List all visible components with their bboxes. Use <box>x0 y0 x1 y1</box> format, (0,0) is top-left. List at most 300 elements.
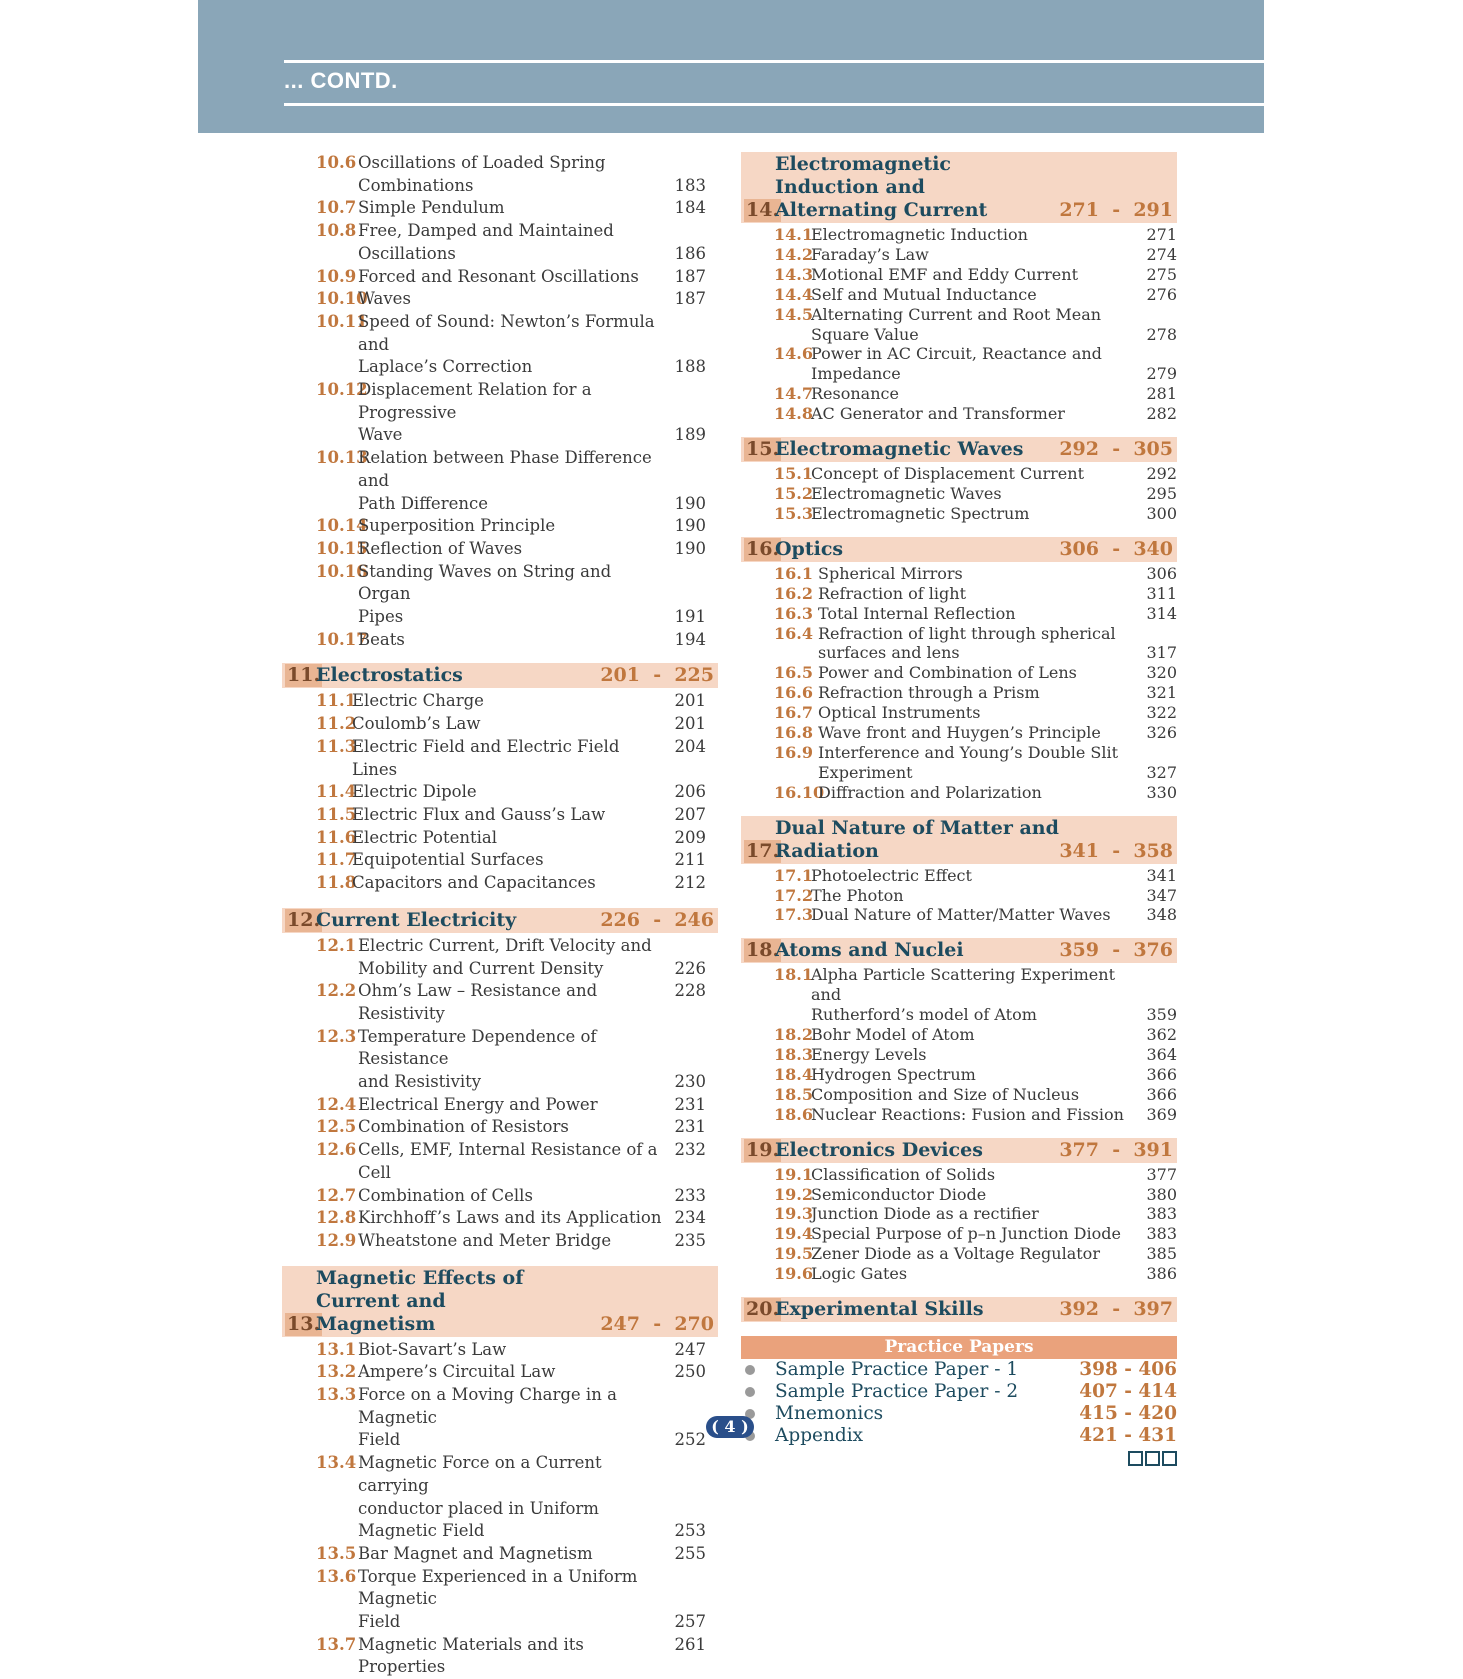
entry-number <box>774 1005 811 1025</box>
toc-entry[interactable] <box>282 1094 718 1117</box>
entry-number: 18.4 <box>774 1064 813 1084</box>
chapter-page-range: 359 - 376 <box>1059 939 1173 962</box>
toc-entry[interactable] <box>741 265 1177 285</box>
entry-title: Mobility and Current Density <box>358 958 604 978</box>
toc-entry[interactable] <box>741 1204 1177 1224</box>
entry-page: 311 <box>1146 583 1177 603</box>
toc-entry[interactable] <box>741 464 1177 484</box>
entry-title: The Photon <box>811 885 904 905</box>
chapter-number <box>741 839 780 863</box>
toc-entry[interactable] <box>282 1207 718 1230</box>
toc-entry[interactable] <box>741 905 1177 925</box>
entry-number: 11.2 <box>316 714 357 734</box>
entry-page: 348 <box>1146 905 1177 925</box>
toc-entry[interactable] <box>282 781 718 804</box>
page <box>198 0 1264 1677</box>
entry-title: Electric Charge <box>352 691 484 711</box>
toc-entry[interactable] <box>741 1045 1177 1065</box>
entry-number: 19.5 <box>774 1244 813 1264</box>
entry-title: Semiconductor Diode <box>811 1184 987 1204</box>
entry-number: 13.4 <box>316 1453 357 1473</box>
toc-entry[interactable] <box>741 1244 1177 1264</box>
chapter-header[interactable] <box>282 1266 718 1337</box>
toc-entry[interactable] <box>741 886 1177 906</box>
toc-entry[interactable] <box>282 356 718 379</box>
entry-title: surfaces and lens <box>818 643 960 663</box>
entry-title: Wave <box>358 425 403 445</box>
chapter-header[interactable] <box>741 1297 1177 1322</box>
chapter-header[interactable] <box>282 663 718 688</box>
entry-page: 321 <box>1146 683 1177 703</box>
chapter-title: Current Electricity <box>316 908 517 931</box>
entry-title: Electric Current, Drift Velocity and <box>358 935 652 955</box>
entry-number: 10.9 <box>316 266 357 286</box>
toc-entry[interactable] <box>741 743 1177 763</box>
entry-number: 10.12 <box>316 380 368 400</box>
entry-page: 187 <box>674 266 706 286</box>
toc-entry[interactable] <box>282 266 718 289</box>
chapter-header[interactable] <box>741 537 1177 562</box>
bullet-icon <box>745 1365 755 1375</box>
toc-entry[interactable] <box>282 288 718 311</box>
toc-entry[interactable] <box>282 1543 718 1566</box>
toc-entry[interactable] <box>741 643 1177 663</box>
toc-entry[interactable] <box>282 493 718 516</box>
chapter-page-range: 226 - 246 <box>600 908 714 931</box>
chapter-number-box: 18. <box>746 939 780 962</box>
entry-page: 282 <box>1146 404 1177 424</box>
entry-title: Coulomb’s Law <box>352 714 481 734</box>
entry-page: 274 <box>1146 244 1177 264</box>
entry-number: 14.2 <box>774 244 813 264</box>
entry-title: Cells, EMF, Internal Resistance of a Cell <box>358 1140 658 1182</box>
entry-title: Ampere’s Circuital Law <box>358 1362 556 1382</box>
entry-number: 16.9 <box>774 742 813 762</box>
toc-entry[interactable] <box>741 866 1177 886</box>
entry-number: 11.1 <box>316 691 357 711</box>
entry-title: Concept of Displacement Current <box>811 464 1084 484</box>
entry-page: 233 <box>674 1185 706 1205</box>
entry-page: 300 <box>1146 503 1177 523</box>
entry-title: Wheatstone and Meter Bridge <box>358 1230 612 1250</box>
toc-entry[interactable] <box>741 683 1177 703</box>
entry-number: 19.3 <box>774 1204 813 1224</box>
entry-number: 12.8 <box>316 1208 357 1228</box>
toc-entry[interactable] <box>282 1520 718 1543</box>
toc-entry[interactable] <box>741 384 1177 404</box>
entry-number <box>774 325 811 345</box>
entry-number: 12.2 <box>316 981 357 1001</box>
chapter-number-box: 12. <box>287 908 321 931</box>
entry-title: Logic Gates <box>811 1264 908 1284</box>
toc-entry[interactable] <box>741 1264 1177 1284</box>
entry-number: 15.1 <box>774 464 813 484</box>
toc-entry[interactable] <box>282 980 718 1025</box>
toc-entry[interactable] <box>282 1611 718 1634</box>
entry-page: 184 <box>674 198 706 218</box>
entry-page: 209 <box>674 827 706 847</box>
entry-page: 385 <box>1146 1244 1177 1264</box>
entry-number: 10.13 <box>316 448 368 468</box>
entry-number: 19.1 <box>774 1164 813 1184</box>
entry-number: 10.6 <box>316 153 357 172</box>
entry-title: Force on a Moving Charge in a Magnetic <box>358 1385 617 1427</box>
entry-number: 12.6 <box>316 1140 357 1160</box>
entry-page: 330 <box>1146 782 1177 802</box>
chapter-header[interactable] <box>741 152 1177 223</box>
entry-number: 11.8 <box>316 873 357 893</box>
toc-entry[interactable] <box>741 484 1177 504</box>
practice-paper-item[interactable] <box>741 1403 1177 1425</box>
entry-page <box>662 1026 718 1071</box>
entry-title: Forced and Resonant Oscillations <box>358 266 639 286</box>
entry-page: 190 <box>674 493 706 513</box>
toc-entry[interactable] <box>282 736 718 781</box>
toc-entry[interactable] <box>282 561 718 606</box>
toc-entry[interactable] <box>741 624 1177 644</box>
entry-number <box>316 1429 358 1452</box>
entry-number: 17.2 <box>774 885 813 905</box>
entry-number <box>316 958 358 981</box>
entry-page: 281 <box>1146 384 1177 404</box>
entry-number: 13.2 <box>316 1362 357 1382</box>
entry-number: 14.1 <box>774 225 813 244</box>
entry-page: 226 <box>674 958 706 978</box>
entry-page: 327 <box>1146 762 1177 782</box>
entry-page: 295 <box>1146 483 1177 503</box>
toc-entry[interactable] <box>741 1165 1177 1185</box>
toc-entry[interactable] <box>741 1065 1177 1085</box>
toc-entry[interactable] <box>282 958 718 981</box>
practice-paper-item[interactable] <box>741 1359 1177 1381</box>
entry-page: 201 <box>674 714 706 734</box>
entry-title: Field <box>358 1612 401 1632</box>
entry-page: 326 <box>1146 723 1177 743</box>
toc-entry[interactable] <box>741 404 1177 424</box>
entry-number: 10.17 <box>316 629 368 649</box>
entry-page: 359 <box>1146 1005 1177 1025</box>
entry-page <box>662 1566 718 1611</box>
chapter-number <box>741 537 780 561</box>
toc-entry[interactable] <box>282 220 718 243</box>
entry-title: conductor placed in Uniform <box>358 1498 599 1518</box>
toc-entry[interactable] <box>282 175 718 198</box>
entry-page: 369 <box>1146 1104 1177 1124</box>
chapter-number-box: 19. <box>746 1138 780 1161</box>
entry-number: 16.5 <box>774 663 813 683</box>
entry-title: Magnetic Field <box>358 1521 485 1541</box>
chapter-number <box>282 1312 321 1336</box>
entry-number: 15.3 <box>774 503 813 523</box>
toc-entry[interactable] <box>282 629 718 652</box>
chapter-number <box>741 199 780 222</box>
entry-title: Energy Levels <box>811 1045 927 1064</box>
toc-entry[interactable] <box>741 1185 1177 1205</box>
entry-number <box>316 356 358 379</box>
entry-title: Junction Diode as a rectifier <box>811 1204 1039 1224</box>
entry-page: 201 <box>674 691 706 711</box>
entry-title: Wave front and Huygen’s Principle <box>818 723 1101 743</box>
entry-page: 186 <box>674 243 706 263</box>
toc-entry[interactable] <box>741 663 1177 683</box>
end-box <box>1128 1451 1143 1466</box>
toc-entry[interactable] <box>741 1085 1177 1105</box>
toc-entry[interactable] <box>282 1498 718 1521</box>
entry-number: 13.6 <box>316 1566 357 1586</box>
chapter-header[interactable] <box>741 938 1177 963</box>
toc-entry[interactable] <box>282 1634 718 1679</box>
chapter-title: Electromagnetic Induction and Alternating Current <box>775 153 988 221</box>
entry-number: 17.1 <box>774 865 813 885</box>
entry-page: 275 <box>1146 264 1177 284</box>
entry-number: 14.5 <box>774 304 813 324</box>
entry-page <box>1137 965 1177 1005</box>
toc-entry[interactable] <box>741 344 1177 364</box>
practice-paper-item[interactable] <box>741 1381 1177 1403</box>
entry-number: 16.4 <box>774 623 813 643</box>
chapter-number-box: 16. <box>746 537 780 560</box>
entry-title: Experiment <box>818 762 913 782</box>
entry-page: 187 <box>674 289 706 309</box>
entry-number: 14.6 <box>774 344 813 364</box>
end-box <box>1162 1451 1177 1466</box>
entry-number: 13.5 <box>316 1543 357 1563</box>
entry-number <box>774 763 818 783</box>
toc-entry[interactable] <box>282 1566 718 1611</box>
toc-entry[interactable] <box>741 584 1177 604</box>
toc-entry[interactable] <box>282 872 718 895</box>
chapter-page-range: 377 - 391 <box>1059 1138 1173 1161</box>
toc-entry[interactable] <box>282 690 718 713</box>
entry-title: Optical Instruments <box>818 703 981 723</box>
toc-entry[interactable] <box>282 538 718 561</box>
toc-entry[interactable] <box>741 1005 1177 1025</box>
toc-entry[interactable] <box>282 1071 718 1094</box>
entry-number: 15.2 <box>774 483 813 503</box>
toc-entry[interactable] <box>741 325 1177 345</box>
entry-page: 271 <box>1146 225 1177 244</box>
entry-page: 188 <box>674 357 706 377</box>
entry-page: 322 <box>1146 703 1177 723</box>
toc-entry[interactable] <box>282 1339 718 1362</box>
entry-page: 190 <box>674 516 706 536</box>
practice-paper-range: 398 - 406 <box>1079 1359 1177 1381</box>
entry-title: Biot-Savart’s Law <box>358 1339 507 1359</box>
toc-entry[interactable] <box>741 245 1177 265</box>
chapter-header[interactable] <box>741 816 1177 864</box>
entry-number: 13.1 <box>316 1339 357 1359</box>
entry-number: 19.6 <box>774 1264 813 1284</box>
toc-entry[interactable] <box>282 1384 718 1429</box>
entry-page <box>662 220 718 243</box>
entry-title: Superposition Principle <box>358 516 556 536</box>
entry-page <box>662 935 718 958</box>
toc-entry[interactable] <box>282 152 718 175</box>
entry-title: Equipotential Surfaces <box>352 850 544 870</box>
entry-title: Nuclear Reactions: Fusion and Fission <box>811 1104 1124 1124</box>
entry-page: 380 <box>1146 1184 1177 1204</box>
entry-title: and Resistivity <box>358 1072 482 1092</box>
header-title: ... CONTD. <box>284 68 398 93</box>
entry-title: Combination of Cells <box>358 1185 533 1205</box>
chapter-number <box>741 1138 780 1162</box>
chapter-number-box: 14. <box>746 199 780 221</box>
chapter-page-range: 392 - 397 <box>1059 1298 1173 1321</box>
toc-entry[interactable] <box>741 225 1177 245</box>
chapter-page-range: 201 - 225 <box>600 664 714 687</box>
toc-entry[interactable] <box>741 604 1177 624</box>
entry-title: Electrical Energy and Power <box>358 1094 598 1114</box>
entry-title: Refraction through a Prism <box>818 683 1040 703</box>
toc-entry[interactable] <box>741 364 1177 384</box>
toc-entry[interactable] <box>282 1361 718 1384</box>
entry-number: 10.8 <box>316 221 357 241</box>
entry-page: 366 <box>1146 1084 1177 1104</box>
entry-number: 12.9 <box>316 1230 357 1250</box>
entry-title: Electromagnetic Spectrum <box>811 503 1030 523</box>
entry-title: Combinations <box>358 175 474 195</box>
end-mark-icon <box>741 1451 1177 1470</box>
entry-number: 10.10 <box>316 289 368 309</box>
entry-page: 230 <box>674 1072 706 1092</box>
entry-number <box>316 1611 358 1634</box>
toc-entry[interactable] <box>282 1026 718 1071</box>
toc-entry[interactable] <box>282 606 718 629</box>
toc-entry[interactable] <box>741 783 1177 803</box>
entry-page: 191 <box>674 607 706 627</box>
entry-title: Kirchhoff’s Laws and its Application <box>358 1208 662 1228</box>
toc-entry[interactable] <box>741 1224 1177 1244</box>
entry-title: Waves <box>358 289 411 309</box>
entry-page <box>662 379 718 424</box>
toc-entry[interactable] <box>741 1025 1177 1045</box>
entry-number: 11.3 <box>316 736 357 756</box>
chapter-number-box: 13. <box>287 1312 321 1335</box>
entry-page <box>1137 743 1177 763</box>
toc-entry[interactable] <box>282 1452 718 1497</box>
entry-page: 377 <box>1146 1164 1177 1184</box>
entry-number: 16.8 <box>774 723 813 743</box>
practice-paper-label: Appendix <box>775 1425 864 1447</box>
entry-title: Rutherford’s model of Atom <box>811 1005 1037 1025</box>
entry-number: 18.1 <box>774 965 813 985</box>
entry-number: 12.5 <box>316 1117 357 1137</box>
entry-title: Pipes <box>358 607 404 627</box>
toc-entry[interactable] <box>741 285 1177 305</box>
toc-entry[interactable] <box>282 1230 718 1253</box>
entry-page: 204 <box>674 736 706 756</box>
practice-paper-label: Mnemonics <box>775 1403 884 1425</box>
entry-page: 292 <box>1146 464 1177 484</box>
toc-entry[interactable] <box>282 713 718 736</box>
entry-page: 276 <box>1146 284 1177 304</box>
entry-title: AC Generator and Transformer <box>811 404 1065 424</box>
bullet-icon <box>745 1387 755 1397</box>
entry-number: 14.3 <box>774 264 813 284</box>
entry-page: 212 <box>674 873 706 893</box>
toc-entry[interactable] <box>741 703 1177 723</box>
toc-entry[interactable] <box>741 965 1177 1005</box>
entry-title: Total Internal Reflection <box>818 603 1016 623</box>
entry-page: 232 <box>674 1140 706 1160</box>
entry-title: Oscillations <box>358 243 456 263</box>
toc-entry[interactable] <box>741 763 1177 783</box>
entry-number: 16.1 <box>774 563 813 583</box>
chapter-header[interactable] <box>741 437 1177 462</box>
chapter-header[interactable] <box>741 1138 1177 1163</box>
entry-title: Oscillations of Loaded Spring <box>358 153 606 172</box>
entry-page: 347 <box>1146 885 1177 905</box>
entry-number: 17.3 <box>774 905 813 925</box>
chapter-number-box: 11. <box>287 664 321 687</box>
entry-number: 16.10 <box>774 782 825 802</box>
practice-paper-item[interactable] <box>741 1425 1177 1447</box>
chapter-title: Optics <box>775 537 844 560</box>
toc-entry[interactable] <box>282 1429 718 1452</box>
practice-papers-heading: Practice Papers <box>741 1336 1177 1359</box>
toc-entry[interactable] <box>282 379 718 424</box>
entry-page: 231 <box>674 1117 706 1137</box>
entry-title: Capacitors and Capacitances <box>352 873 596 893</box>
chapter-title: Dual Nature of Matter and Radiation <box>775 816 1059 862</box>
entry-title: Interference and Young’s Double Slit <box>818 742 1119 762</box>
entry-number: 16.2 <box>774 583 813 603</box>
toc-entry[interactable] <box>282 197 718 220</box>
entry-title: Bohr Model of Atom <box>811 1025 975 1045</box>
toc-entry[interactable] <box>282 447 718 492</box>
entry-number: 13.3 <box>316 1385 357 1405</box>
toc-entry[interactable] <box>741 305 1177 325</box>
entry-number: 12.7 <box>316 1185 357 1205</box>
toc-entry[interactable] <box>741 564 1177 584</box>
toc-entry[interactable] <box>741 723 1177 743</box>
chapter-title: Electromagnetic Waves <box>775 438 1024 461</box>
toc-entry[interactable] <box>282 515 718 538</box>
toc-entry[interactable] <box>282 1185 718 1208</box>
entry-title: Zener Diode as a Voltage Regulator <box>811 1244 1100 1264</box>
entry-title: Electric Field and Electric Field Lines <box>352 736 620 779</box>
toc-entry[interactable] <box>741 1105 1177 1125</box>
toc-entry[interactable] <box>282 424 718 447</box>
entry-page: 261 <box>674 1634 706 1654</box>
entry-title: Free, Damped and Maintained <box>358 221 614 241</box>
entry-title: Magnetic Force on a Current carrying <box>358 1453 602 1495</box>
toc-entry[interactable] <box>282 935 718 958</box>
chapter-page-range: 271 - 291 <box>1059 199 1173 221</box>
toc-entry[interactable] <box>282 849 718 872</box>
entry-page: 194 <box>674 629 706 649</box>
entry-title: Bar Magnet and Magnetism <box>358 1543 593 1563</box>
entry-title: Field <box>358 1430 401 1450</box>
entry-number: 10.14 <box>316 516 368 536</box>
toc-entry[interactable] <box>741 504 1177 524</box>
entry-title: Faraday’s Law <box>811 244 929 264</box>
toc-entry[interactable] <box>282 827 718 850</box>
entry-number: 11.5 <box>316 804 357 824</box>
toc-entry[interactable] <box>282 311 718 356</box>
toc-entry[interactable] <box>282 1139 718 1184</box>
toc-entry[interactable] <box>282 1116 718 1139</box>
entry-page: 183 <box>674 175 706 195</box>
end-box <box>1145 1451 1160 1466</box>
entry-page: 364 <box>1146 1045 1177 1064</box>
chapter-header[interactable] <box>282 908 718 933</box>
entry-page: 366 <box>1146 1064 1177 1084</box>
entry-page <box>1137 344 1177 364</box>
toc-entry[interactable] <box>282 804 718 827</box>
toc-entry[interactable] <box>282 243 718 266</box>
entry-number: 16.6 <box>774 683 813 703</box>
